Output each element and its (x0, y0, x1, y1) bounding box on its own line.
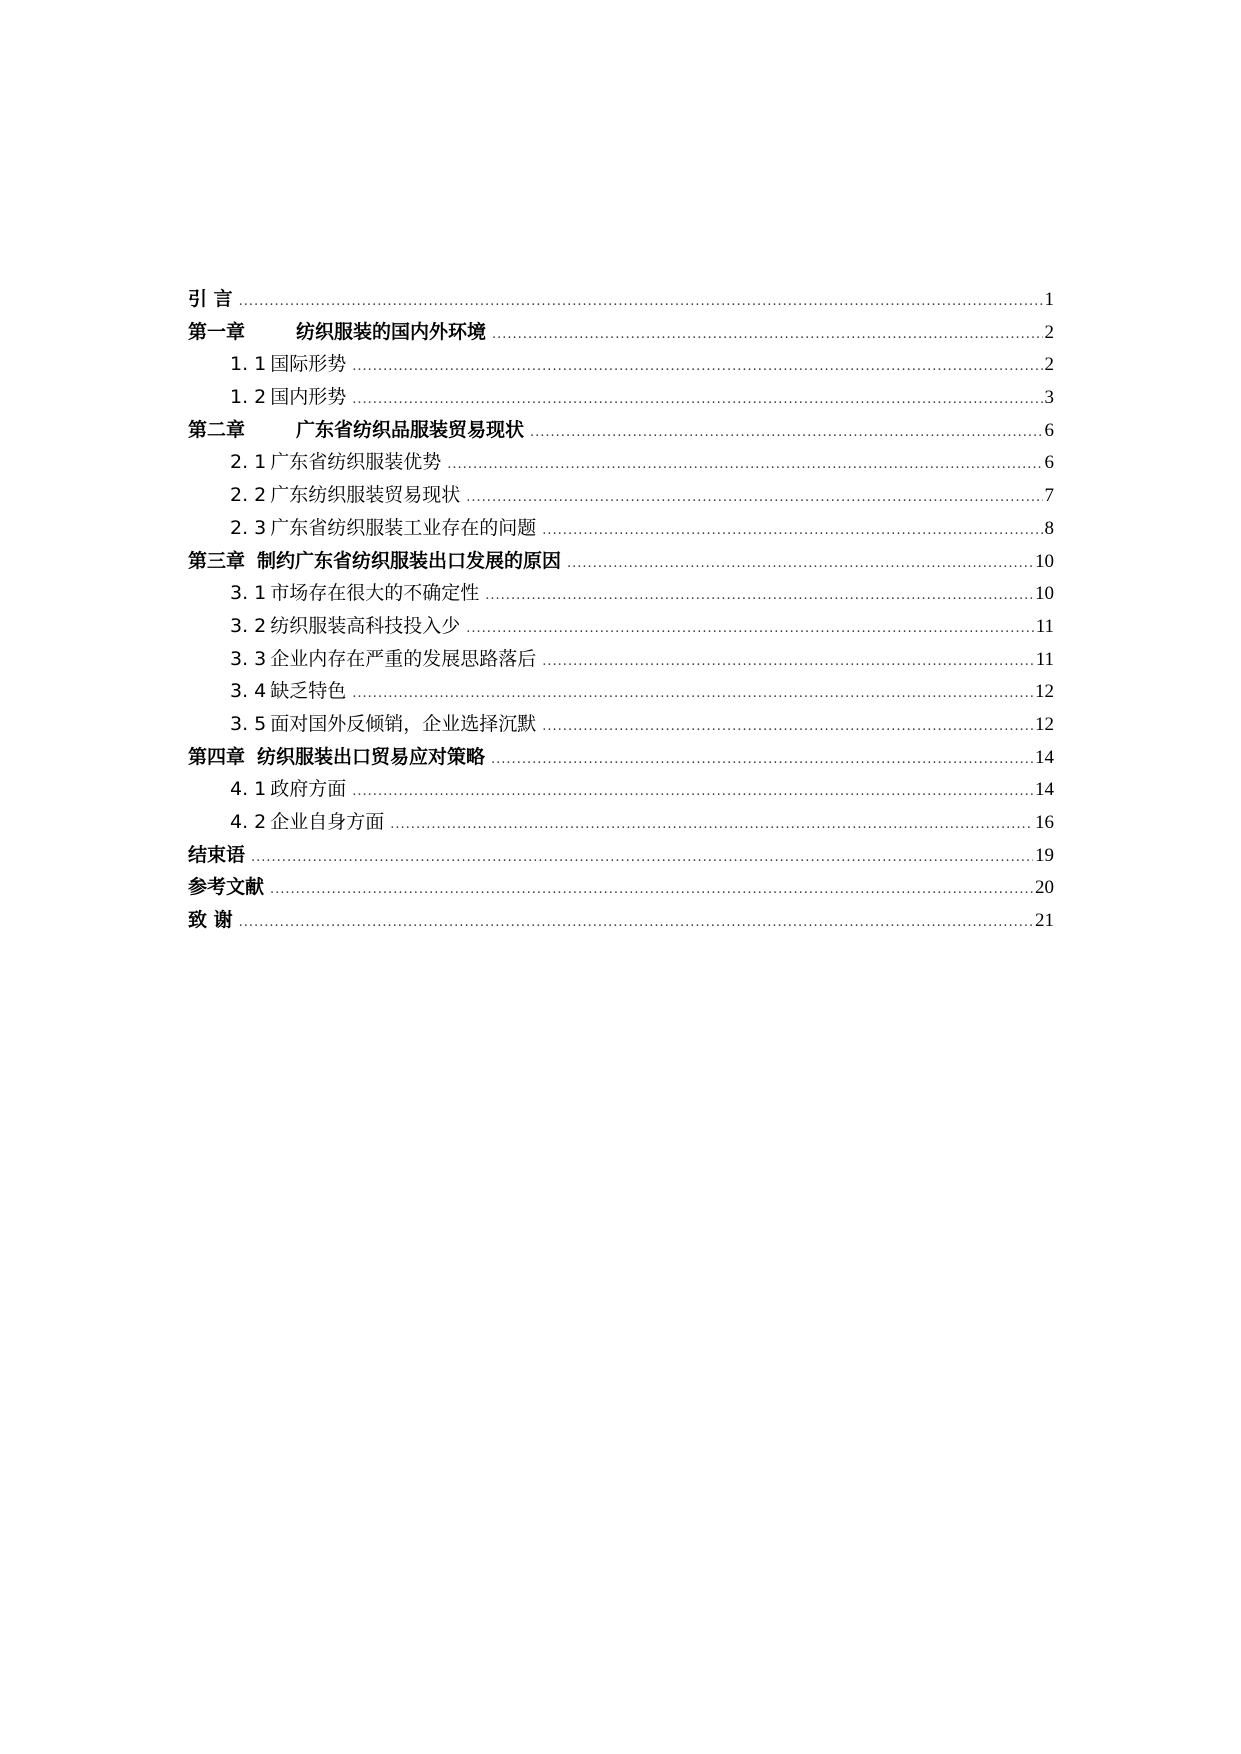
toc-entry-title: 制约广东省纺织服装出口发展的原因 (257, 549, 562, 572)
toc-entry-2-1[interactable] (188, 446, 1054, 479)
toc-entry-2-2[interactable] (188, 479, 1054, 512)
toc-entry-chapter-4[interactable] (188, 741, 1054, 774)
toc-entry-introduction[interactable] (188, 283, 1054, 316)
toc-page-number: 12 (1035, 713, 1054, 735)
toc-page-number: 21 (1035, 910, 1054, 932)
toc-dot-leader (485, 580, 1033, 613)
toc-page-number: 2 (1044, 354, 1054, 376)
toc-section-number: 3. 2 (230, 614, 267, 637)
toc-dot-leader (352, 351, 1042, 384)
toc-entry-3-2[interactable] (188, 610, 1054, 643)
toc-dot-leader (270, 874, 1033, 907)
toc-page-number: 2 (1044, 321, 1054, 343)
toc-page-number: 11 (1035, 648, 1054, 670)
toc-page-number: 6 (1044, 419, 1054, 441)
toc-entry-title: 参考文献 (188, 876, 265, 899)
toc-page-number: 11 (1035, 615, 1054, 637)
toc-dot-leader (390, 809, 1033, 842)
toc-section-number: 1. 2 (230, 386, 267, 409)
toc-section-number: 2. 1 (230, 451, 267, 474)
toc-entry-title: 国际形势 (270, 353, 347, 376)
toc-dot-leader (542, 711, 1033, 744)
toc-page-number: 16 (1035, 812, 1054, 833)
toc-entry-conclusion[interactable] (188, 839, 1054, 872)
toc-dot-leader (352, 776, 1033, 809)
toc-entry-3-3[interactable] (188, 643, 1054, 676)
toc-dot-leader (530, 417, 1042, 450)
toc-section-number: 2. 2 (230, 484, 267, 507)
toc-page-number: 8 (1044, 517, 1054, 539)
toc-entry-title: 企业内存在严重的发展思路落后 (270, 647, 537, 670)
toc-section-number: 4. 1 (230, 778, 267, 801)
toc-entry-4-1[interactable] (188, 773, 1054, 806)
toc-entry-3-1[interactable] (188, 577, 1054, 610)
toc-dot-leader (447, 449, 1042, 482)
toc-entry-title: 企业自身方面 (270, 811, 385, 833)
toc-entry-title: 政府方面 (270, 778, 347, 801)
toc-entry-title: 致 谢 (188, 909, 233, 932)
toc-entry-chapter-1[interactable] (188, 316, 1054, 349)
toc-entry-title: 纺织服装出口贸易应对策略 (257, 745, 486, 768)
toc-entry-4-2[interactable] (188, 806, 1054, 839)
toc-entry-title: 引 言 (188, 288, 233, 310)
toc-section-number: 3. 5 (230, 712, 267, 735)
toc-entry-1-2[interactable] (188, 381, 1054, 414)
toc-section-number: 4. 2 (230, 811, 267, 833)
toc-page-number: 3 (1044, 387, 1054, 409)
toc-entry-acknowledgements[interactable] (188, 904, 1054, 937)
toc-page-number: 12 (1035, 681, 1054, 703)
toc-entry-title: 国内形势 (270, 386, 347, 409)
toc-chapter-number: 第三章 (188, 549, 246, 572)
toc-dot-leader (491, 744, 1033, 777)
toc-dot-leader (542, 646, 1033, 679)
toc-section-number: 3. 1 (230, 582, 267, 605)
toc-dot-leader (239, 286, 1043, 319)
toc-entry-title: 市场存在很大的不确定性 (270, 582, 480, 605)
toc-entry-2-3[interactable] (188, 512, 1054, 545)
toc-dot-leader (542, 515, 1042, 548)
table-of-contents (188, 283, 1054, 937)
toc-page-number: 14 (1035, 779, 1054, 801)
toc-page-number: 14 (1035, 746, 1054, 768)
toc-entry-chapter-3[interactable] (188, 545, 1054, 578)
toc-page-number: 7 (1044, 485, 1054, 507)
toc-entry-references[interactable] (188, 871, 1054, 904)
toc-dot-leader (352, 384, 1042, 417)
toc-chapter-number: 第二章 (188, 418, 246, 441)
toc-dot-leader (567, 548, 1033, 581)
toc-dot-leader (492, 319, 1042, 352)
toc-dot-leader (466, 482, 1042, 515)
toc-entry-title: 广东省纺织服装工业存在的问题 (270, 516, 537, 539)
toc-page-number: 6 (1044, 452, 1054, 474)
toc-section-number: 1. 1 (230, 353, 267, 376)
toc-entry-3-5[interactable] (188, 708, 1054, 741)
toc-entry-title: 面对国外反倾销，企业选择沉默 (270, 712, 537, 735)
toc-dot-leader (239, 907, 1033, 940)
toc-page-number: 20 (1035, 877, 1054, 899)
toc-page-number: 10 (1035, 583, 1054, 605)
toc-entry-title: 缺乏特色 (270, 680, 347, 703)
toc-entry-title: 纺织服装高科技投入少 (270, 614, 461, 637)
toc-entry-title: 广东省纺织品服装贸易现状 (296, 418, 525, 441)
toc-chapter-number: 第四章 (188, 745, 246, 768)
toc-entry-title: 广东纺织服装贸易现状 (270, 484, 461, 507)
toc-dot-leader (251, 842, 1033, 875)
toc-dot-leader (352, 678, 1033, 711)
toc-entry-title: 结束语 (188, 843, 246, 866)
toc-dot-leader (466, 613, 1033, 646)
toc-section-number: 3. 3 (230, 647, 267, 670)
toc-chapter-number: 第一章 (188, 320, 246, 343)
toc-section-number: 2. 3 (230, 516, 267, 539)
toc-page-number: 1 (1044, 289, 1054, 310)
toc-entry-3-4[interactable] (188, 675, 1054, 708)
toc-section-number: 3. 4 (230, 680, 267, 703)
toc-page-number: 10 (1035, 550, 1054, 572)
toc-entry-1-1[interactable] (188, 348, 1054, 381)
toc-entry-title: 纺织服装的国内外环境 (296, 320, 487, 343)
toc-page-number: 19 (1035, 844, 1054, 866)
toc-entry-chapter-2[interactable] (188, 414, 1054, 447)
toc-entry-title: 广东省纺织服装优势 (270, 451, 442, 474)
